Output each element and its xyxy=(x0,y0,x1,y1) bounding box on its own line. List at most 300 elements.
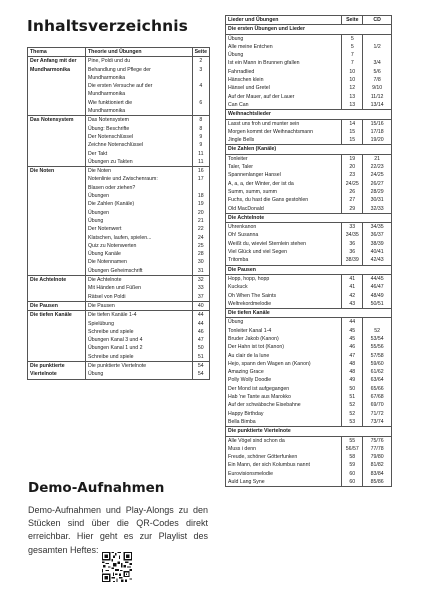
theory-item[interactable]: Übungen xyxy=(88,209,110,216)
theory-pages xyxy=(192,311,209,362)
page-number: 47 xyxy=(197,337,204,344)
qr-code-icon[interactable] xyxy=(102,552,132,582)
cd-track xyxy=(365,318,389,326)
page-number: 46 xyxy=(197,328,204,335)
theory-items xyxy=(86,116,193,167)
section-name: Weihnachtslieder xyxy=(226,110,392,119)
cd-track: 38/39 xyxy=(370,240,384,247)
demo-section-title: Demo-Aufnahmen xyxy=(28,480,165,496)
theory-item[interactable]: Mit Händen und Füßen xyxy=(88,285,142,292)
cd-track: 5/6 xyxy=(373,68,381,75)
section-name: Die tiefen Kanäle xyxy=(28,311,86,362)
section-name: Das Notensystem xyxy=(28,116,86,167)
theory-pages xyxy=(192,167,209,276)
song-title[interactable]: Spannenlanger Hansel xyxy=(228,172,281,179)
cd-track: 53/54 xyxy=(370,335,384,342)
cd-track: 55/56 xyxy=(370,344,384,351)
song-title[interactable]: Uhrenkanon xyxy=(228,224,257,231)
page-number: 42 xyxy=(349,292,356,299)
page-number: 16 xyxy=(197,168,204,175)
song-cd-tracks xyxy=(363,318,392,427)
cd-track: 85/86 xyxy=(370,479,384,486)
cd-track: 52 xyxy=(374,327,381,334)
page-number: 24/25 xyxy=(345,180,359,187)
cd-track: 26/27 xyxy=(370,180,384,187)
theory-item[interactable]: Übungen Geheimschrift xyxy=(88,267,143,274)
cd-track: 42/43 xyxy=(370,257,384,264)
song-title[interactable]: Hejo, spann den Wagen an (Kanon) xyxy=(228,360,311,367)
cd-track: 59/60 xyxy=(370,360,384,367)
section-name: Der Anfang mit der Mundharmonika xyxy=(28,57,86,116)
song-title[interactable]: Ist ein Mann in Brunnen gfallen xyxy=(228,60,300,67)
theory-table-header xyxy=(28,48,210,57)
page-number: 6 xyxy=(199,99,203,106)
theory-item[interactable]: Die Zahlen (Kanäle) xyxy=(88,201,135,208)
section-name: Die ersten Übungen und Lieder xyxy=(226,25,392,34)
theory-item[interactable]: Quiz zu Notenwerten xyxy=(88,242,137,249)
page-number: 55 xyxy=(349,437,356,444)
page-number: 43 xyxy=(349,300,356,307)
theory-item[interactable]: Mundharmonika xyxy=(88,74,126,81)
song-title[interactable]: Taler, Taler xyxy=(228,164,253,171)
theory-pages xyxy=(192,57,209,116)
page-number: 2 xyxy=(199,58,203,65)
cd-track: 9/10 xyxy=(372,85,383,92)
cd-track: 11/12 xyxy=(370,93,384,100)
page-number: 7 xyxy=(350,52,354,59)
cd-track: 34/35 xyxy=(370,224,384,231)
song-title[interactable]: Bella Bimba xyxy=(228,418,256,425)
cd-track: 24/25 xyxy=(370,172,384,179)
page-number: 15 xyxy=(349,137,356,144)
song-title[interactable]: Summ, summ, summ xyxy=(228,188,277,195)
songs-table-header xyxy=(226,16,392,25)
song-title[interactable]: Auld Lang Syne xyxy=(228,479,265,486)
theory-section-row xyxy=(28,361,210,379)
section-name: Die Pausen xyxy=(226,265,392,274)
page-number: 53 xyxy=(349,418,356,425)
song-section-body xyxy=(226,34,392,110)
page-number: 51 xyxy=(197,353,204,360)
page-number: 33 xyxy=(349,224,356,231)
song-section-header xyxy=(226,265,392,274)
song-title[interactable]: Polly Wolly Doodle xyxy=(228,377,272,384)
theory-item[interactable]: Wie funktioniert die xyxy=(88,99,133,106)
page-number: 8 xyxy=(199,117,203,124)
song-section-body xyxy=(226,318,392,427)
page-number: 36 xyxy=(349,240,356,247)
song-title[interactable]: Kuckuck xyxy=(228,284,248,291)
page-number: 25 xyxy=(197,242,204,249)
section-name: Die Pausen xyxy=(28,301,86,310)
cd-track: 17/18 xyxy=(370,128,384,135)
page-number xyxy=(195,107,207,115)
song-title[interactable]: Übung xyxy=(228,35,244,42)
page-number: 52 xyxy=(349,402,356,409)
cd-track: 75/76 xyxy=(370,437,384,444)
theory-item[interactable]: Die Pausen xyxy=(88,302,115,309)
song-section-body xyxy=(226,223,392,265)
song-title[interactable]: Fuchs, du hast die Gans gestohlen xyxy=(228,197,309,204)
theory-item[interactable]: Mundharmonika xyxy=(88,91,126,98)
song-title[interactable]: Amazing Grace xyxy=(228,369,264,376)
song-title[interactable]: Auf der schwäbsche Eisebahne xyxy=(228,402,301,409)
page-number: 8 xyxy=(199,125,203,132)
page-number: 19 xyxy=(349,155,356,162)
song-title[interactable]: Morgen kommt der Weihnachtsmann xyxy=(228,128,313,135)
theory-item[interactable]: Übungen Kanal 1 und 2 xyxy=(88,345,143,352)
song-title[interactable]: Jingle Bells xyxy=(228,137,255,144)
cd-track: 79/80 xyxy=(370,454,384,461)
song-title[interactable]: Can Can xyxy=(228,101,249,108)
page-number: 31 xyxy=(197,267,204,274)
song-cd-tracks xyxy=(363,274,392,308)
page-number: 33 xyxy=(197,285,204,292)
song-titles xyxy=(226,436,342,487)
page-number: 60 xyxy=(349,470,356,477)
page-number: 10 xyxy=(349,68,356,75)
page-number: 3 xyxy=(199,66,203,73)
section-name: Die Zahlen (Kanäle) xyxy=(226,145,392,154)
theory-section-row xyxy=(28,311,210,362)
song-section-header xyxy=(226,145,392,154)
page-number: 36 xyxy=(349,249,356,256)
theory-item[interactable]: Spielübung xyxy=(88,320,114,327)
song-cd-tracks xyxy=(363,154,392,213)
theory-items xyxy=(86,57,193,116)
page-number: 4 xyxy=(199,83,203,90)
page-number: 20 xyxy=(197,209,204,216)
page-number: 51 xyxy=(349,394,356,401)
page-number: 54 xyxy=(197,362,204,369)
song-pages xyxy=(342,274,363,308)
theory-item[interactable]: Notenlinie und Zwischenraum: xyxy=(88,176,158,183)
song-title[interactable]: Eurovisionsmelodie xyxy=(228,470,273,477)
theory-item[interactable]: Rätsel von Poldi xyxy=(88,293,126,300)
song-pages xyxy=(342,119,363,145)
page-number: 30 xyxy=(197,259,204,266)
cd-track: 50/51 xyxy=(370,300,384,307)
song-title[interactable]: Au clair de la lune xyxy=(228,352,270,359)
section-name: Die punktierte Viertelnote xyxy=(226,427,392,436)
theory-item[interactable]: Blasen oder ziehen? xyxy=(88,184,136,191)
page-number: 9 xyxy=(199,133,203,140)
song-title[interactable]: Der Hahn ist tot (Kanon) xyxy=(228,344,284,351)
song-title[interactable]: Hab 'ne Tante aus Marokko xyxy=(228,394,291,401)
theory-item[interactable]: Pine, Poldi und du xyxy=(88,58,131,65)
cd-track: 83/84 xyxy=(370,470,384,477)
theory-items xyxy=(86,276,193,302)
song-section-body xyxy=(226,274,392,308)
theory-item[interactable]: Der Notenschlüssel xyxy=(88,133,133,140)
theory-item[interactable]: Die Achtelnote xyxy=(88,277,122,284)
page-number: 26 xyxy=(349,188,356,195)
demo-section-text: Demo-Aufnahmen und Play-Alongs zu den Stücken sind über die QR-Codes direkt erreichbar. Hier geht es zur Playlist des gesamten Heftes: xyxy=(28,505,208,555)
song-cd-tracks xyxy=(363,436,392,487)
song-pages xyxy=(342,154,363,213)
song-titles xyxy=(226,34,342,110)
page-number: 28 xyxy=(197,251,204,258)
theory-pages xyxy=(192,116,209,167)
page-number: 10 xyxy=(349,77,356,84)
cd-track: 57/58 xyxy=(370,352,384,359)
page-number: 11 xyxy=(198,158,204,165)
song-pages xyxy=(342,34,363,110)
cd-track xyxy=(365,35,389,43)
cd-track: 30/31 xyxy=(370,197,384,204)
song-title[interactable]: Muss i denn xyxy=(228,445,256,452)
song-title[interactable]: Hopp, hopp, hopp xyxy=(228,275,270,282)
song-titles xyxy=(226,119,342,145)
song-title[interactable]: Viel Glück und viel Segen xyxy=(228,249,288,256)
song-title[interactable]: Fahrradlied xyxy=(228,68,255,75)
page-number: 50 xyxy=(197,345,204,352)
cd-track: 36/37 xyxy=(370,232,384,239)
song-title[interactable]: Hänschen klein xyxy=(228,77,264,84)
page-number: 13 xyxy=(349,101,356,108)
theory-item[interactable]: Die ersten Versuche auf der xyxy=(88,83,153,90)
section-name: Die punktierte Viertelnote xyxy=(28,361,86,379)
theory-items xyxy=(86,311,193,362)
page-number: 52 xyxy=(349,410,356,417)
cd-track: 19/20 xyxy=(370,137,384,144)
page-number: 41 xyxy=(349,284,356,291)
cd-track: 1/2 xyxy=(373,43,381,50)
page-number: 44 xyxy=(197,320,204,327)
theory-item[interactable]: Schreibe und spiele xyxy=(88,353,134,360)
theory-item[interactable]: Übung Kanäle xyxy=(88,251,121,258)
column-header-songs: Lieder und Übungen xyxy=(226,16,342,25)
song-title[interactable]: Freude, schöner Götterfunken xyxy=(228,454,298,461)
theory-item[interactable]: Übungen zu Takten xyxy=(88,158,133,165)
page-number: 5 xyxy=(350,35,354,42)
page-number: 45 xyxy=(349,327,356,334)
column-header-page: Seite xyxy=(192,48,209,57)
page-number: 54 xyxy=(197,371,204,378)
theory-item[interactable]: Der Notenwert xyxy=(88,226,122,233)
theory-pages xyxy=(192,301,209,310)
cd-track: 40/41 xyxy=(370,249,384,256)
song-section-header xyxy=(226,25,392,34)
theory-item[interactable]: Die tiefen Kanäle 1-4 xyxy=(88,312,137,319)
theory-item[interactable]: Übung xyxy=(88,371,104,378)
page-number: 24 xyxy=(197,234,204,241)
page-number: 13 xyxy=(349,93,356,100)
song-pages xyxy=(342,318,363,427)
song-title[interactable]: Bruder Jakob (Kanon) xyxy=(228,335,279,342)
page-number: 15 xyxy=(349,128,356,135)
cd-track: 13/14 xyxy=(370,101,384,108)
page-number: 23 xyxy=(349,172,356,179)
theory-item[interactable]: Der Takt xyxy=(88,150,108,157)
theory-item[interactable]: Übung: Beschrifte xyxy=(88,125,130,132)
song-title[interactable]: Übung xyxy=(228,52,244,59)
song-cd-tracks xyxy=(363,119,392,145)
song-titles xyxy=(226,154,342,213)
page-number: 18 xyxy=(197,193,204,200)
song-section-body xyxy=(226,154,392,213)
song-title[interactable]: Alle Vögel sind schon da xyxy=(228,437,285,444)
cd-track xyxy=(365,51,389,59)
theory-item[interactable]: Übung xyxy=(88,217,104,224)
column-header-cd: CD xyxy=(363,16,392,25)
page-number: 32 xyxy=(197,277,204,284)
page-number xyxy=(195,184,207,192)
page-number: 48 xyxy=(349,369,356,376)
cd-track: 15/16 xyxy=(370,120,384,127)
song-pages xyxy=(342,436,363,487)
page-title: Inhaltsverzeichnis xyxy=(27,17,188,35)
cd-track: 65/66 xyxy=(370,385,384,392)
cd-track: 44/45 xyxy=(370,275,384,282)
page-number: 20 xyxy=(349,164,356,171)
page-number: 49 xyxy=(349,377,356,384)
song-section-header xyxy=(226,110,392,119)
theory-section-row xyxy=(28,57,210,116)
page-number: 48 xyxy=(349,360,356,367)
theory-pages xyxy=(192,361,209,379)
page-number: 50 xyxy=(349,385,356,392)
theory-items xyxy=(86,167,193,276)
page-number: 27 xyxy=(349,197,356,204)
song-cd-tracks xyxy=(363,223,392,265)
column-header-page: Seite xyxy=(342,16,363,25)
cd-track: 22/23 xyxy=(370,164,384,171)
cd-track: 46/47 xyxy=(370,284,384,291)
cd-track: 28/29 xyxy=(370,188,384,195)
song-titles xyxy=(226,318,342,427)
page-number: 46 xyxy=(349,344,356,351)
song-title[interactable]: Hänsel und Gretel xyxy=(228,85,270,92)
song-title[interactable]: Alle meine Entchen xyxy=(228,43,273,50)
cd-track: 71/72 xyxy=(370,410,384,417)
page-number xyxy=(195,74,207,82)
song-title[interactable]: Übung xyxy=(228,319,244,326)
theory-item[interactable]: Die Noten xyxy=(88,168,112,175)
songs-table-body xyxy=(226,25,392,487)
theory-item[interactable]: Schreibe und spiele xyxy=(88,328,134,335)
song-title[interactable]: Tonleiter xyxy=(228,155,248,162)
song-title[interactable]: Oh! Susanna xyxy=(228,232,259,239)
song-section-header xyxy=(226,213,392,222)
theory-table xyxy=(27,47,210,380)
section-name: Die tiefen Kanäle xyxy=(226,309,392,318)
cd-track: 61/62 xyxy=(370,369,384,376)
page-number: 5 xyxy=(350,43,354,50)
page-number: 58 xyxy=(349,454,356,461)
theory-item[interactable]: Zeichne Notenschlüssel xyxy=(88,142,144,149)
song-title[interactable]: Weltrekordmelodie xyxy=(228,300,272,307)
song-section-header xyxy=(226,427,392,436)
theory-item[interactable]: Klatschen, laufen, spielen... xyxy=(88,234,152,241)
cd-track: 73/74 xyxy=(370,418,384,425)
page-number: 41 xyxy=(349,275,356,282)
cd-track: 67/68 xyxy=(370,394,384,401)
song-title[interactable]: Oh When The Saints xyxy=(228,292,277,299)
song-section-body xyxy=(226,119,392,145)
song-title[interactable]: Happy Birthday xyxy=(228,410,264,417)
cd-track: 48/49 xyxy=(370,292,384,299)
song-title[interactable]: A, a, a, der Winter, der ist da xyxy=(228,180,294,187)
song-title[interactable]: Lasst uns froh und munter sein xyxy=(228,120,300,127)
song-section-body xyxy=(226,436,392,487)
song-titles xyxy=(226,223,342,265)
song-titles xyxy=(226,274,342,308)
theory-table-body xyxy=(28,57,210,379)
page-number: 7 xyxy=(350,60,354,67)
page-number: 21 xyxy=(197,217,204,224)
page-number: 17 xyxy=(197,176,204,183)
section-name: Die Achtelnote xyxy=(226,213,392,222)
cd-track: 21 xyxy=(374,155,381,162)
theory-section-row xyxy=(28,301,210,310)
section-name: Die Achtelnote xyxy=(28,276,86,302)
song-title[interactable]: Old MacDonald xyxy=(228,205,264,212)
page-number: 45 xyxy=(349,335,356,342)
theory-item[interactable]: Übungen Kanal 3 und 4 xyxy=(88,337,143,344)
song-title[interactable]: Weißt du, wieviel Sternlein stehen xyxy=(228,240,307,247)
page-number: 38/39 xyxy=(345,257,359,264)
column-header-theory: Theorie und Übungen xyxy=(86,48,193,57)
cd-track: 69/70 xyxy=(370,402,384,409)
cd-track: 81/82 xyxy=(370,462,384,469)
song-section-header xyxy=(226,309,392,318)
page-number: 29 xyxy=(349,205,356,212)
page-number: 14 xyxy=(349,120,356,127)
theory-item[interactable]: Das Notensystem xyxy=(88,117,129,124)
theory-items xyxy=(86,301,193,310)
cd-track: 63/64 xyxy=(370,377,384,384)
theory-item[interactable]: Die Notennamen xyxy=(88,259,127,266)
page-number: 34/35 xyxy=(345,232,359,239)
section-name: Die Noten xyxy=(28,167,86,276)
song-title[interactable]: Tritomba xyxy=(228,257,249,264)
theory-section-row xyxy=(28,276,210,302)
song-title[interactable]: Auf der Mauer, auf der Lauer xyxy=(228,93,295,100)
page-number: 40 xyxy=(197,302,204,309)
cd-track: 7/8 xyxy=(373,77,381,84)
song-title[interactable]: Tonleiter Kanal 1-4 xyxy=(228,327,272,334)
page-number: 19 xyxy=(197,201,204,208)
theory-item[interactable]: Behandlung und Pflege der xyxy=(88,66,151,73)
theory-item[interactable]: Übungen xyxy=(88,193,110,200)
theory-section-row xyxy=(28,167,210,276)
theory-item[interactable]: Die punktierte Viertelnote xyxy=(88,362,147,369)
page-number: 44 xyxy=(197,312,204,319)
page-number: 22 xyxy=(197,226,204,233)
page-number: 9 xyxy=(199,142,203,149)
page-number: 47 xyxy=(349,352,356,359)
theory-section-row xyxy=(28,116,210,167)
page-number: 60 xyxy=(349,479,356,486)
theory-pages xyxy=(192,276,209,302)
songs-table xyxy=(225,15,392,487)
page-number: 11 xyxy=(198,150,204,157)
cd-track: 32/33 xyxy=(370,205,384,212)
page-number: 44 xyxy=(349,319,356,326)
page-number: 59 xyxy=(349,462,356,469)
page-number: 56/57 xyxy=(345,445,359,452)
cd-track: 3/4 xyxy=(373,60,381,67)
column-header-topic: Thema xyxy=(28,48,86,57)
theory-item[interactable]: Mundharmonika xyxy=(88,108,126,115)
song-title[interactable]: Der Mond ist aufgegangen xyxy=(228,385,290,392)
theory-items xyxy=(86,361,193,379)
song-title[interactable]: Ein Mann, der sich Kolumbus nannt xyxy=(228,462,310,469)
page-number xyxy=(195,90,207,98)
song-pages xyxy=(342,223,363,265)
cd-track: 77/78 xyxy=(370,445,384,452)
